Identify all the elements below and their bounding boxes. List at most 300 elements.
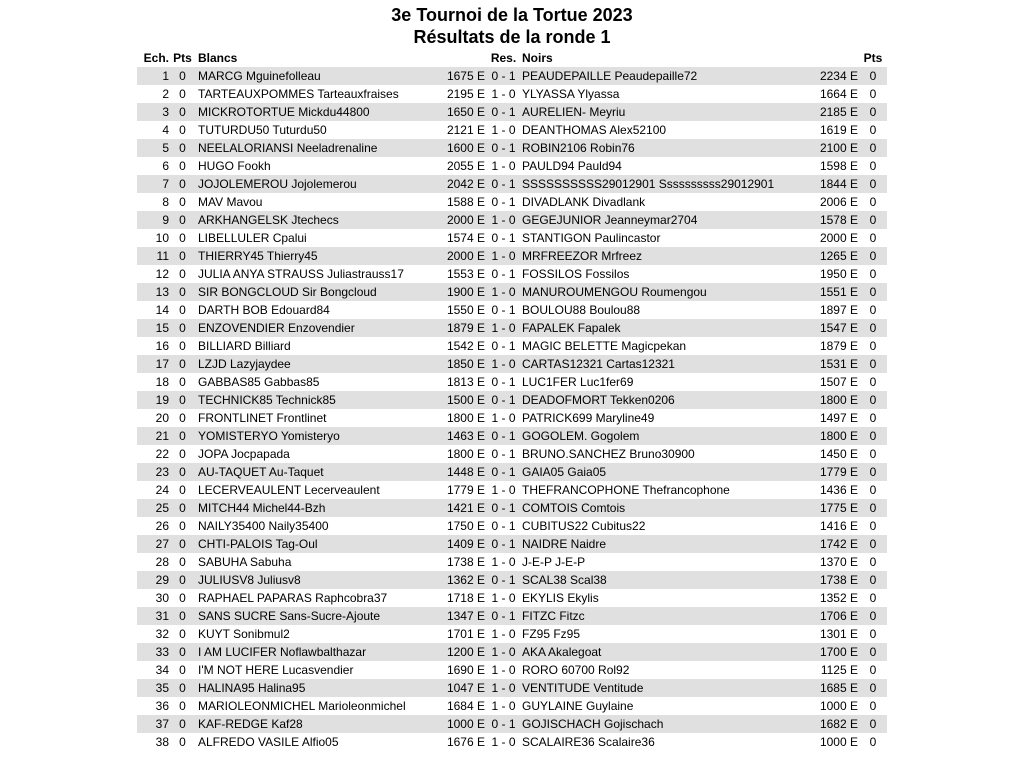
white-rating: 1200 E — [446, 645, 485, 659]
white-player: JOJOLEMEROU Jojolemerou — [198, 177, 357, 191]
board-number: 10 — [155, 231, 169, 245]
white-rating: 1650 E — [446, 105, 485, 119]
points-white: 0 — [179, 303, 186, 317]
black-player: FAPALEK Fapalek — [522, 321, 621, 335]
black-rating: 1370 E — [819, 555, 858, 569]
board-number: 9 — [162, 213, 169, 227]
white-rating: 1542 E — [446, 339, 485, 353]
white-player: MAV Mavou — [198, 195, 263, 209]
white-rating: 1463 E — [446, 429, 485, 443]
white-rating: 1850 E — [446, 357, 485, 371]
black-rating: 1664 E — [819, 87, 858, 101]
black-rating: 1700 E — [819, 645, 858, 659]
black-rating: 1578 E — [819, 213, 858, 227]
points-white: 0 — [179, 411, 186, 425]
white-player: KAF-REDGE Kaf28 — [198, 717, 303, 731]
board-number: 19 — [155, 393, 169, 407]
game-result: 1 - 0 — [491, 285, 516, 299]
points-black: 0 — [869, 573, 877, 587]
points-black: 0 — [869, 285, 877, 299]
table-row — [137, 427, 887, 445]
game-result: 1 - 0 — [491, 699, 516, 713]
game-result: 1 - 0 — [491, 249, 516, 263]
game-result: 1 - 0 — [491, 645, 516, 659]
black-rating: 1416 E — [819, 519, 858, 533]
points-black: 0 — [869, 375, 877, 389]
table-row — [137, 571, 887, 589]
header-black-elo — [813, 49, 859, 67]
board-number: 21 — [155, 429, 169, 443]
points-white: 0 — [179, 285, 186, 299]
black-rating: 2234 E — [819, 69, 858, 83]
table-row — [137, 679, 887, 697]
header-black: Noirs — [522, 51, 553, 65]
game-result: 0 - 1 — [491, 141, 516, 155]
points-black: 0 — [869, 393, 877, 407]
points-black: 0 — [869, 411, 877, 425]
game-result: 1 - 0 — [491, 357, 516, 371]
black-player: PATRICK699 Maryline49 — [522, 411, 655, 425]
points-black: 0 — [869, 87, 877, 101]
game-result: 0 - 1 — [491, 69, 516, 83]
points-black: 0 — [869, 735, 877, 749]
board-number: 5 — [162, 141, 169, 155]
table-row — [137, 715, 887, 733]
points-white: 0 — [179, 339, 186, 353]
table-row — [137, 499, 887, 517]
black-rating: 1265 E — [819, 249, 858, 263]
game-result: 0 - 1 — [491, 177, 516, 191]
board-number: 1 — [162, 69, 169, 83]
table-row — [137, 247, 887, 265]
game-result: 1 - 0 — [491, 663, 516, 677]
white-player: DARTH BOB Edouard84 — [198, 303, 330, 317]
white-rating: 2000 E — [446, 213, 485, 227]
header-points-black: Pts — [863, 51, 883, 65]
black-rating: 2006 E — [819, 195, 858, 209]
table-row — [137, 337, 887, 355]
white-rating: 1362 E — [446, 573, 485, 587]
black-player: FZ95 Fz95 — [522, 627, 581, 641]
table-row — [137, 481, 887, 499]
points-white: 0 — [179, 699, 186, 713]
game-result: 0 - 1 — [491, 537, 516, 551]
black-player: SCAL38 Scal38 — [522, 573, 607, 587]
points-white: 0 — [179, 357, 186, 371]
black-player: GAIA05 Gaia05 — [522, 465, 607, 479]
points-black: 0 — [869, 591, 877, 605]
board-number: 11 — [156, 249, 169, 263]
board-number: 24 — [155, 483, 169, 497]
game-result: 1 - 0 — [491, 411, 516, 425]
points-white: 0 — [179, 141, 186, 155]
board-number: 14 — [155, 303, 169, 317]
black-player: GOGOLEM. Gogolem — [522, 429, 640, 443]
table-row — [137, 445, 887, 463]
white-player: CHTI-PALOIS Tag-Oul — [198, 537, 318, 551]
black-rating: 1879 E — [819, 339, 858, 353]
table-row — [137, 625, 887, 643]
black-player: CUBITUS22 Cubitus22 — [522, 519, 646, 533]
board-number: 28 — [155, 555, 169, 569]
white-player: MICKROTORTUE Mickdu44800 — [198, 105, 370, 119]
board-number: 25 — [155, 501, 169, 515]
header-result: Res. — [490, 51, 517, 65]
header-board: Ech. — [143, 51, 169, 65]
black-rating: 1125 E — [820, 663, 858, 677]
white-rating: 1690 E — [446, 663, 485, 677]
white-rating: 1574 E — [446, 231, 485, 245]
black-rating: 1352 E — [819, 591, 858, 605]
black-player: NAIDRE Naidre — [522, 537, 607, 551]
points-white: 0 — [179, 591, 186, 605]
black-rating: 2000 E — [819, 231, 858, 245]
white-player: MITCH44 Michel44-Bzh — [198, 501, 326, 515]
table-row — [137, 661, 887, 679]
table-header-row — [137, 49, 887, 67]
table-row — [137, 355, 887, 373]
board-number: 20 — [155, 411, 169, 425]
points-black: 0 — [869, 483, 877, 497]
points-white: 0 — [179, 231, 186, 245]
table-row — [137, 535, 887, 553]
game-result: 0 - 1 — [491, 393, 516, 407]
white-rating: 1409 E — [446, 537, 485, 551]
black-rating: 1742 E — [819, 537, 858, 551]
white-rating: 1675 E — [446, 69, 485, 83]
table-row — [137, 553, 887, 571]
white-player: MARCG Mguinefolleau — [198, 69, 321, 83]
board-number: 31 — [155, 609, 169, 623]
white-player: ALFREDO VASILE Alfio05 — [198, 735, 339, 749]
white-player: HUGO Fookh — [198, 159, 271, 173]
table-row — [137, 409, 887, 427]
black-rating: 1531 E — [819, 357, 858, 371]
black-rating: 2185 E — [819, 105, 858, 119]
game-result: 0 - 1 — [491, 339, 516, 353]
points-white: 0 — [179, 519, 186, 533]
black-player: AURELIEN- Meyriu — [522, 105, 626, 119]
game-result: 1 - 0 — [491, 627, 516, 641]
table-row — [137, 697, 887, 715]
points-white: 0 — [179, 249, 186, 263]
game-result: 1 - 0 — [491, 321, 516, 335]
points-white: 0 — [179, 573, 186, 587]
white-player: BILLIARD Billiard — [198, 339, 291, 353]
board-number: 15 — [155, 321, 169, 335]
black-player: PAULD94 Pauld94 — [522, 159, 622, 173]
points-black: 0 — [869, 105, 877, 119]
white-rating: 1813 E — [446, 375, 485, 389]
points-black: 0 — [869, 501, 877, 515]
black-rating: 1507 E — [819, 375, 858, 389]
board-number: 13 — [155, 285, 169, 299]
points-white: 0 — [179, 123, 186, 137]
white-player: TUTURDU50 Tuturdu50 — [198, 123, 327, 137]
black-rating: 1450 E — [819, 447, 858, 461]
board-number: 35 — [155, 681, 169, 695]
table-row — [137, 175, 887, 193]
black-player: RORO 60700 Rol92 — [522, 663, 630, 677]
game-result: 0 - 1 — [491, 195, 516, 209]
black-rating: 1598 E — [819, 159, 858, 173]
black-player: PEAUDEPAILLE Peaudepaille72 — [522, 69, 698, 83]
black-rating: 1775 E — [819, 501, 858, 515]
white-player: RAPHAEL PAPARAS Raphcobra37 — [198, 591, 388, 605]
black-rating: 1000 E — [819, 735, 858, 749]
black-rating: 1897 E — [819, 303, 858, 317]
points-black: 0 — [869, 303, 877, 317]
points-black: 0 — [869, 519, 877, 533]
black-rating: 1497 E — [819, 411, 858, 425]
white-player: I'M NOT HERE Lucasvendier — [198, 663, 354, 677]
points-white: 0 — [179, 501, 186, 515]
black-player: STANTIGON Paulincastor — [522, 231, 661, 245]
white-rating: 1779 E — [446, 483, 485, 497]
table-row — [137, 67, 887, 85]
white-rating: 1000 E — [446, 717, 485, 731]
board-number: 33 — [155, 645, 169, 659]
black-rating: 1551 E — [819, 285, 858, 299]
table-row — [137, 103, 887, 121]
board-number: 32 — [155, 627, 169, 641]
board-number: 4 — [162, 123, 169, 137]
table-row — [137, 157, 887, 175]
points-black: 0 — [869, 645, 877, 659]
game-result: 0 - 1 — [491, 519, 516, 533]
board-number: 29 — [155, 573, 169, 587]
white-rating: 1553 E — [446, 267, 485, 281]
white-player: TECHNICK85 Technick85 — [198, 393, 336, 407]
black-rating: 1547 E — [819, 321, 858, 335]
points-black: 0 — [869, 123, 877, 137]
points-white: 0 — [179, 213, 186, 227]
white-player: LIBELLULER Cpalui — [198, 231, 307, 245]
black-player: MAGIC BELETTE Magicpekan — [522, 339, 687, 353]
table-row — [137, 607, 887, 625]
black-player: EKYLIS Ekylis — [522, 591, 599, 605]
white-player: SABUHA Sabuha — [198, 555, 292, 569]
points-white: 0 — [179, 375, 186, 389]
black-player: SCALAIRE36 Scalaire36 — [522, 735, 655, 749]
board-number: 37 — [155, 717, 169, 731]
game-result: 0 - 1 — [491, 609, 516, 623]
points-white: 0 — [179, 69, 186, 83]
black-player: GOJISCHACH Gojischach — [522, 717, 664, 731]
black-player: VENTITUDE Ventitude — [522, 681, 644, 695]
table-row — [137, 121, 887, 139]
white-player: I AM LUCIFER Noflawbalthazar — [198, 645, 367, 659]
black-rating: 1301 E — [819, 627, 858, 641]
points-black: 0 — [869, 663, 877, 677]
table-row — [137, 139, 887, 157]
white-player: TARTEAUXPOMMES Tarteauxfraises — [198, 87, 399, 101]
game-result: 0 - 1 — [491, 303, 516, 317]
black-rating: 1800 E — [819, 393, 858, 407]
results-table — [137, 49, 887, 751]
black-rating: 1706 E — [819, 609, 858, 623]
black-rating: 1779 E — [819, 465, 858, 479]
board-number: 22 — [155, 447, 169, 461]
white-player: NEELALORIANSI Neeladrenaline — [198, 141, 378, 155]
white-player: HALINA95 Halina95 — [198, 681, 306, 695]
game-result: 0 - 1 — [491, 717, 516, 731]
board-number: 18 — [155, 375, 169, 389]
points-white: 0 — [179, 159, 186, 173]
game-result: 0 - 1 — [491, 375, 516, 389]
black-player: AKA Akalegoat — [522, 645, 602, 659]
header-white-elo — [439, 49, 488, 67]
board-number: 7 — [162, 177, 169, 191]
white-player: LZJD Lazyjaydee — [198, 357, 291, 371]
black-rating: 1738 E — [819, 573, 858, 587]
table-row — [137, 589, 887, 607]
black-player: THEFRANCOPHONE Thefrancophone — [522, 483, 730, 497]
white-rating: 1800 E — [446, 447, 485, 461]
points-white: 0 — [179, 537, 186, 551]
white-player: ARKHANGELSK Jtechecs — [198, 213, 339, 227]
black-rating: 1800 E — [819, 429, 858, 443]
points-black: 0 — [869, 555, 877, 569]
table-row — [137, 463, 887, 481]
white-rating: 1879 E — [446, 321, 485, 335]
points-white: 0 — [179, 663, 186, 677]
board-number: 17 — [155, 357, 169, 371]
white-rating: 2055 E — [446, 159, 485, 173]
points-white: 0 — [179, 555, 186, 569]
points-black: 0 — [869, 717, 877, 731]
white-rating: 1684 E — [446, 699, 485, 713]
white-rating: 1718 E — [446, 591, 485, 605]
board-number: 16 — [155, 339, 169, 353]
board-number: 2 — [162, 87, 169, 101]
table-row — [137, 211, 887, 229]
table-row — [137, 643, 887, 661]
white-rating: 1347 E — [446, 609, 485, 623]
black-player: GUYLAINE Guylaine — [522, 699, 634, 713]
black-player: COMTOIS Comtois — [522, 501, 626, 515]
points-black: 0 — [869, 339, 877, 353]
black-rating: 1950 E — [819, 267, 858, 281]
white-player: JULIA ANYA STRAUSS Juliastrauss17 — [198, 267, 404, 281]
white-player: AU-TAQUET Au-Taquet — [198, 465, 324, 479]
black-player: CARTAS12321 Cartas12321 — [522, 357, 675, 371]
board-number: 34 — [155, 663, 169, 677]
points-black: 0 — [869, 357, 877, 371]
game-result: 0 - 1 — [491, 465, 516, 479]
points-black: 0 — [869, 159, 877, 173]
board-number: 36 — [155, 699, 169, 713]
points-black: 0 — [869, 267, 877, 281]
points-black: 0 — [869, 681, 877, 695]
white-player: LECERVEAULENT Lecerveaulent — [198, 483, 380, 497]
points-white: 0 — [179, 609, 186, 623]
points-white: 0 — [179, 393, 186, 407]
white-rating: 1421 E — [446, 501, 485, 515]
points-black: 0 — [869, 249, 877, 263]
header-white: Blancs — [198, 51, 238, 65]
white-rating: 2042 E — [446, 177, 485, 191]
white-player: KUYT Sonibmul2 — [198, 627, 290, 641]
black-player: FITZC Fitzc — [522, 609, 585, 623]
white-rating: 1701 E — [446, 627, 485, 641]
table-row — [137, 391, 887, 409]
header-points-white: Pts — [173, 51, 192, 65]
table-row — [137, 85, 887, 103]
white-player: SIR BONGCLOUD Sir Bongcloud — [198, 285, 377, 299]
board-number: 8 — [162, 195, 169, 209]
game-result: 0 - 1 — [491, 267, 516, 281]
points-black: 0 — [869, 429, 877, 443]
black-player: J-E-P J-E-P — [522, 555, 586, 569]
table-row — [137, 229, 887, 247]
white-rating: 1600 E — [446, 141, 485, 155]
board-number: 26 — [155, 519, 169, 533]
black-player: YLYASSA Ylyassa — [522, 87, 620, 101]
game-result: 0 - 1 — [491, 231, 516, 245]
white-rating: 2195 E — [446, 87, 485, 101]
black-player: GEGEJUNIOR Jeanneymar2704 — [522, 213, 698, 227]
game-result: 1 - 0 — [491, 483, 516, 497]
white-rating: 1750 E — [446, 519, 485, 533]
game-result: 0 - 1 — [491, 573, 516, 587]
points-white: 0 — [179, 735, 186, 749]
table-row — [137, 319, 887, 337]
points-white: 0 — [179, 321, 186, 335]
game-result: 1 - 0 — [491, 87, 516, 101]
black-rating: 2100 E — [819, 141, 858, 155]
points-black: 0 — [869, 141, 877, 155]
black-player: SSSSSSSSSS29012901 Ssssssssss29012901 — [522, 177, 775, 191]
black-player: MRFREEZOR Mrfreez — [522, 249, 642, 263]
points-white: 0 — [179, 627, 186, 641]
points-white: 0 — [179, 645, 186, 659]
white-rating: 1500 E — [446, 393, 485, 407]
points-black: 0 — [869, 195, 877, 209]
points-black: 0 — [869, 609, 877, 623]
white-player: FRONTLINET Frontlinet — [198, 411, 327, 425]
board-number: 6 — [162, 159, 169, 173]
points-black: 0 — [869, 321, 877, 335]
table-row — [137, 517, 887, 535]
black-player: BRUNO.SANCHEZ Bruno30900 — [522, 447, 695, 461]
black-player: ROBIN2106 Robin76 — [522, 141, 635, 155]
table-row — [137, 733, 887, 751]
white-player: SANS SUCRE Sans-Sucre-Ajoute — [198, 609, 381, 623]
points-black: 0 — [869, 69, 877, 83]
points-white: 0 — [179, 267, 186, 281]
white-rating: 1738 E — [446, 555, 485, 569]
black-rating: 1685 E — [819, 681, 858, 695]
white-rating: 1047 E — [446, 681, 485, 695]
points-black: 0 — [869, 627, 877, 641]
white-player: GABBAS85 Gabbas85 — [198, 375, 320, 389]
game-result: 1 - 0 — [491, 555, 516, 569]
points-white: 0 — [179, 195, 186, 209]
white-rating: 1676 E — [446, 735, 485, 749]
points-white: 0 — [179, 177, 186, 191]
board-number: 12 — [155, 267, 169, 281]
game-result: 1 - 0 — [491, 159, 516, 173]
points-white: 0 — [179, 105, 186, 119]
black-player: DIVADLANK Divadlank — [522, 195, 646, 209]
points-black: 0 — [869, 213, 877, 227]
black-rating: 1619 E — [819, 123, 858, 137]
white-player: ENZOVENDIER Enzovendier — [198, 321, 355, 335]
game-result: 1 - 0 — [491, 591, 516, 605]
table-row — [137, 301, 887, 319]
white-rating: 1448 E — [446, 465, 485, 479]
